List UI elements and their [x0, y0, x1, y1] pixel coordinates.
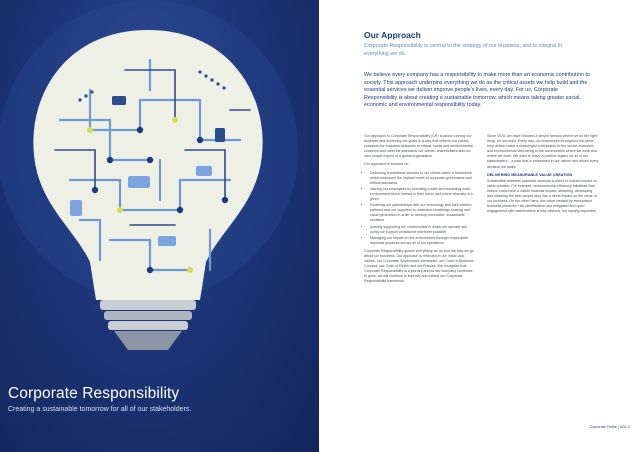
page-footer: Corporate Profile | UGL 3	[589, 425, 630, 429]
paragraph: Since 1970, we have followed a simple formula where we do the right thing, we succeed. Every day, our businesses throughout the world, they deliver make a meaningful contribution to the social, economic and environmental well-being of the communities where we work and where we work. We want to leave a positive legacy for all of our stakeholders – a past that is embedded in our values and drives every decision we make.	[487, 134, 599, 169]
cover-subtitle: Creating a sustainable tomorrow for all of our stakeholders.	[8, 406, 192, 413]
section-heading: Our Approach	[364, 30, 421, 40]
content-page	[319, 0, 638, 452]
list-item: • Valuing our employees by providing a safe and rewarding work environment which invests in their future and where diversity is a given.	[370, 187, 476, 202]
cover-title: Corporate Responsibility	[8, 385, 180, 402]
subheading: DELIVERING MEASURABLE VALUE CREATION	[487, 172, 573, 177]
list-item: • Fostering our partnerships with our technology and joint venture partners and our suppliers to maximise knowledge sharing and value generation in order to develop innovative, sustainable solutions.	[370, 203, 476, 223]
paragraph: Corporate Responsibility guides everything we do and the way we go about our business. Our approach is reflected in our Vision and Values, our Corporate Governance framework, our Code of Business Conduct, our Code of Ethics and our Policies. We recognise that Corporate Responsibility is a journey and as our company continues to grow, we will continue to improve and extend our Corporate Responsibility framework.	[364, 248, 474, 284]
paragraph: Our approach to Corporate Responsibility (CR) is about running our business and achieving our goals in a way that reflects our values; connects our business decisions to ethical, social and environmental concerns and meet the standards our clients, shareholders and our own people expect of a global organisation.	[364, 134, 473, 159]
section-lead: Corporate Responsibility is central to the strategy of our business, and is integral to everything we do.	[364, 43, 563, 57]
list-item: • Actively supporting the communities in which we operate and using our support constituent wherever possible.	[370, 225, 476, 235]
list-item: • Delivering exceptional services to our clients within a framework which embraces the highest levels of corporate governance and ethical standards.	[370, 171, 476, 186]
body-column-left	[364, 134, 476, 288]
body-column-right	[487, 134, 599, 217]
paragraph: Sustainable business practices continue a direct or indirect impact on value creation. For example, environmental efficiency initiatives that reduce costs have a visible financial impact. Attracting, developing and retaining the best people also has a direct impact on the value of our business. On the other hand, the value created by transparent business practices, risk identification and mitigation and open engagement with stakeholders is less obvious, but equally important.	[487, 178, 598, 214]
section-intro: We believe every company has a responsibility to make more than an economic contribution to society. This approach underpins everything we do as the critical assets we help build and the essential services we deliver improve people’s lives, every day. For us, Corporate Responsibility is about creating a sustainable tomorrow, which means taking greater social, economic and environmental responsibility today.	[364, 72, 590, 109]
focus-list	[364, 171, 476, 246]
paragraph: Our approach is focused on:	[364, 162, 410, 167]
list-item: • Managing our impact on the environment through responsible business practices across all of our operations.	[370, 236, 476, 246]
